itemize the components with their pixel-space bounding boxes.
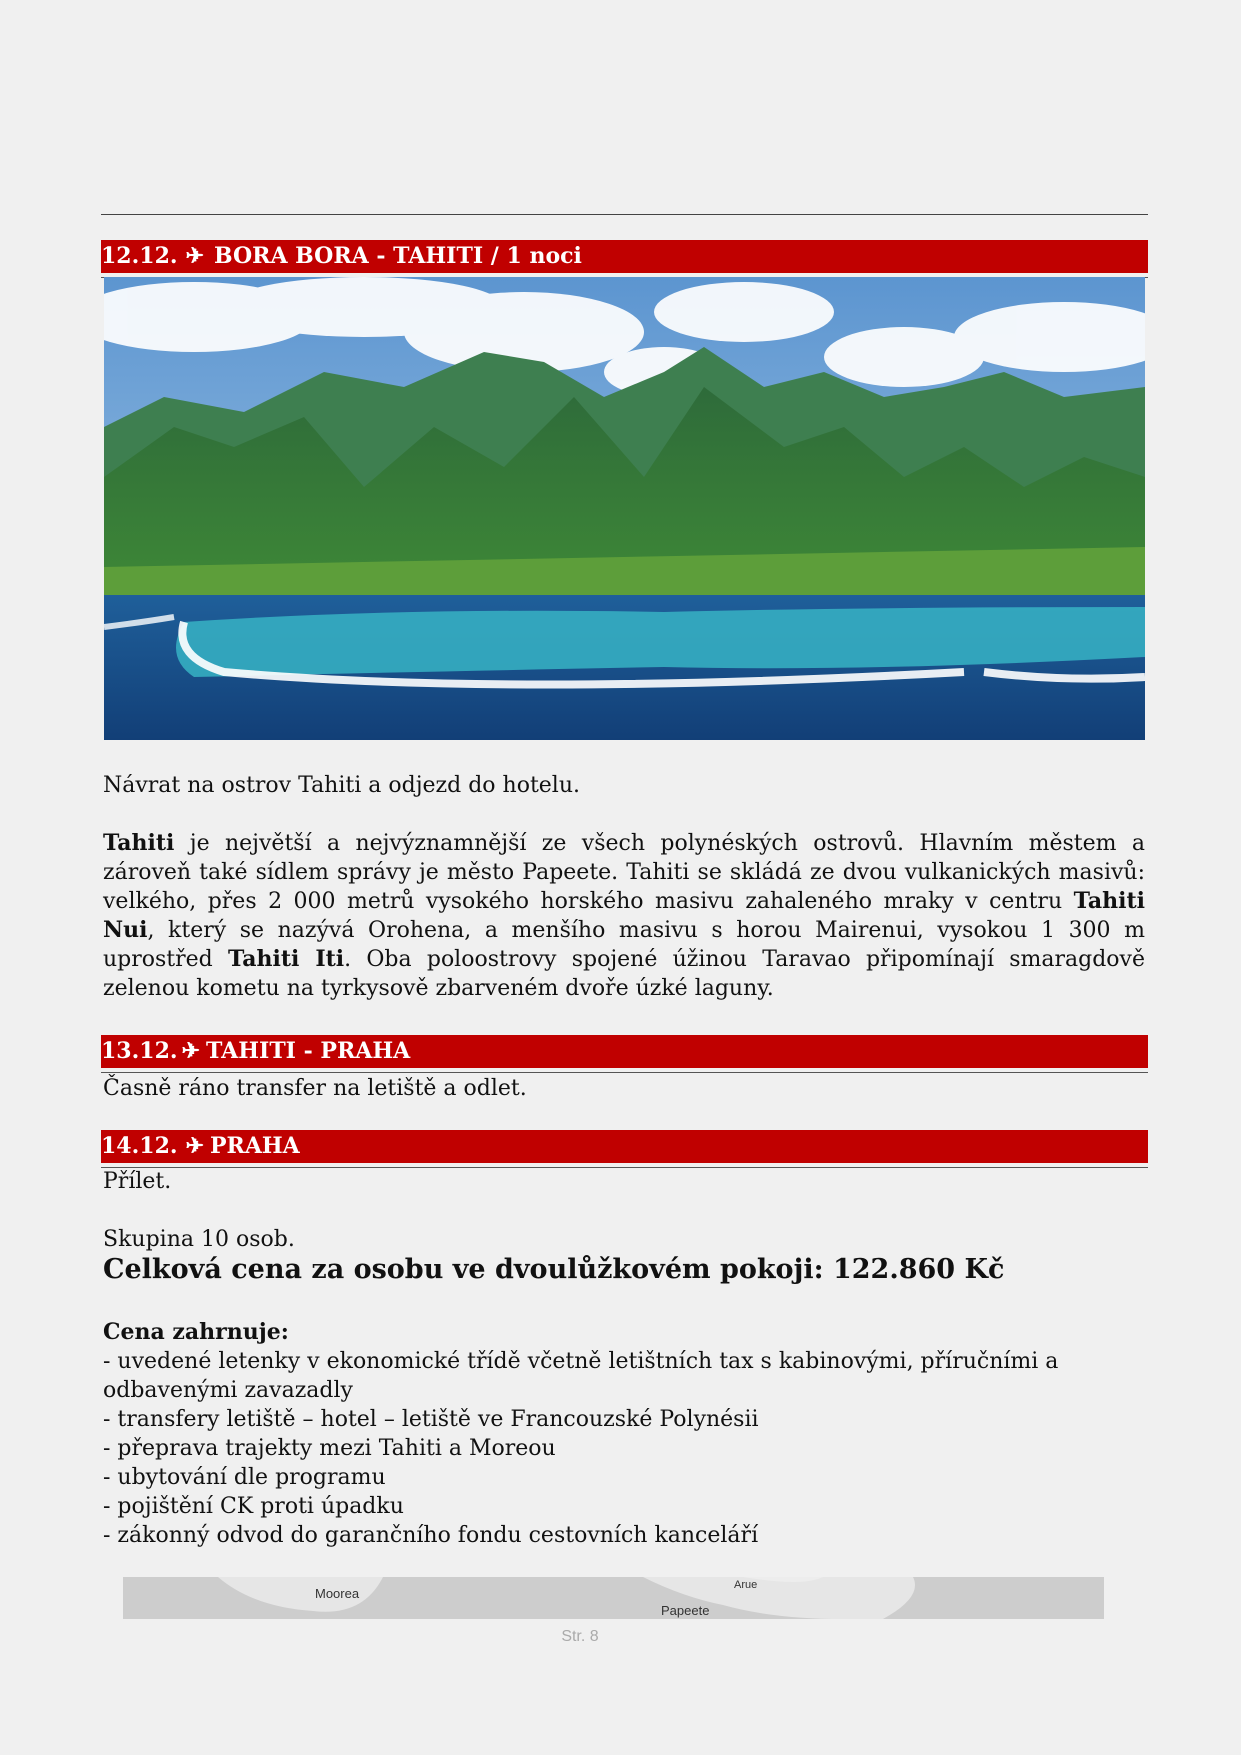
list-item: - ubytování dle programu <box>103 1465 386 1490</box>
map-label-moorea: Moorea <box>315 1586 360 1601</box>
day-date: 13.12. <box>101 1038 178 1064</box>
day-title: PRAHA <box>210 1133 300 1159</box>
tahiti-photo <box>104 277 1145 740</box>
day1-intro: Návrat na ostrov Tahiti a odjezd do hotelu. <box>103 773 580 798</box>
map-label-arue: Arue <box>734 1579 758 1591</box>
price-includes <box>103 1318 1145 1550</box>
map-label-papeete: Papeete <box>661 1603 710 1618</box>
group-size: Skupina 10 osob. <box>103 1227 295 1252</box>
plane-icon: ✈ <box>185 243 204 269</box>
top-rule <box>101 214 1148 215</box>
plane-icon: ✈ <box>185 1133 204 1159</box>
bold-tahiti-nui: Tahiti Nui <box>103 888 1145 943</box>
day-header-12-12 <box>101 240 1148 273</box>
list-item: - přeprava trajekty mezi Tahiti a Moreou <box>103 1436 556 1461</box>
list-item: - transfery letiště – hotel – letiště ve Francouzské Polynésii <box>103 1407 759 1432</box>
day-header-13-12 <box>101 1035 1148 1068</box>
day3-text: Přílet. <box>103 1169 172 1194</box>
page-number: Str. 8 <box>561 1628 599 1645</box>
list-item: - uvedené letenky v ekonomické třídě včetně letištních tax s kabinovými, příručními a odbavenými zavazadly <box>103 1349 1059 1403</box>
tahiti-description <box>103 829 1145 1003</box>
total-price: Celková cena za osobu ve dvoulůžkovém pokoji: 122.860 Kč <box>103 1254 1005 1285</box>
includes-title: Cena zahrnuje: <box>103 1319 289 1345</box>
includes-list <box>103 1347 1145 1550</box>
day2-text: Časně ráno transfer na letiště a odlet. <box>103 1076 527 1101</box>
day-date: 14.12. <box>101 1133 178 1159</box>
plane-icon: ✈ <box>181 1038 200 1064</box>
map-strip <box>123 1577 1104 1619</box>
day-date: 12.12. <box>101 243 178 269</box>
day-title: BORA BORA - TAHITI / 1 noci <box>214 243 582 269</box>
day-title: TAHITI - PRAHA <box>206 1038 411 1064</box>
day-header-14-12 <box>101 1130 1148 1163</box>
bold-tahiti-iti: Tahiti Iti <box>228 946 345 972</box>
bold-tahiti: Tahiti <box>103 830 175 856</box>
desc-text-2: , který se nazývá Orohena, a menšího masivu s horou Mairenui, vysokou 1 300 m uprostřed <box>103 918 1145 972</box>
desc-text-1: je největší a nejvýznamnější ze všech polynéských ostrovů. Hlavním městem a zároveň také sídlem správy je město Papeete. Tahiti se skládá ze dvou vulkanických masivů: velkého, přes 2 000 metrů vysokého horského masivu zahaleného mraky v centru <box>103 831 1145 914</box>
desc-text-3: . Oba poloostrovy spojené úžinou Taravao připomínají smaragdově zelenou kometu na tyrkysově zbarveném dvoře úzké laguny. <box>103 947 1145 1001</box>
list-item: - zákonný odvod do garančního fondu cestovních kanceláří <box>103 1523 759 1548</box>
list-item: - pojištění CK proti úpadku <box>103 1494 404 1519</box>
